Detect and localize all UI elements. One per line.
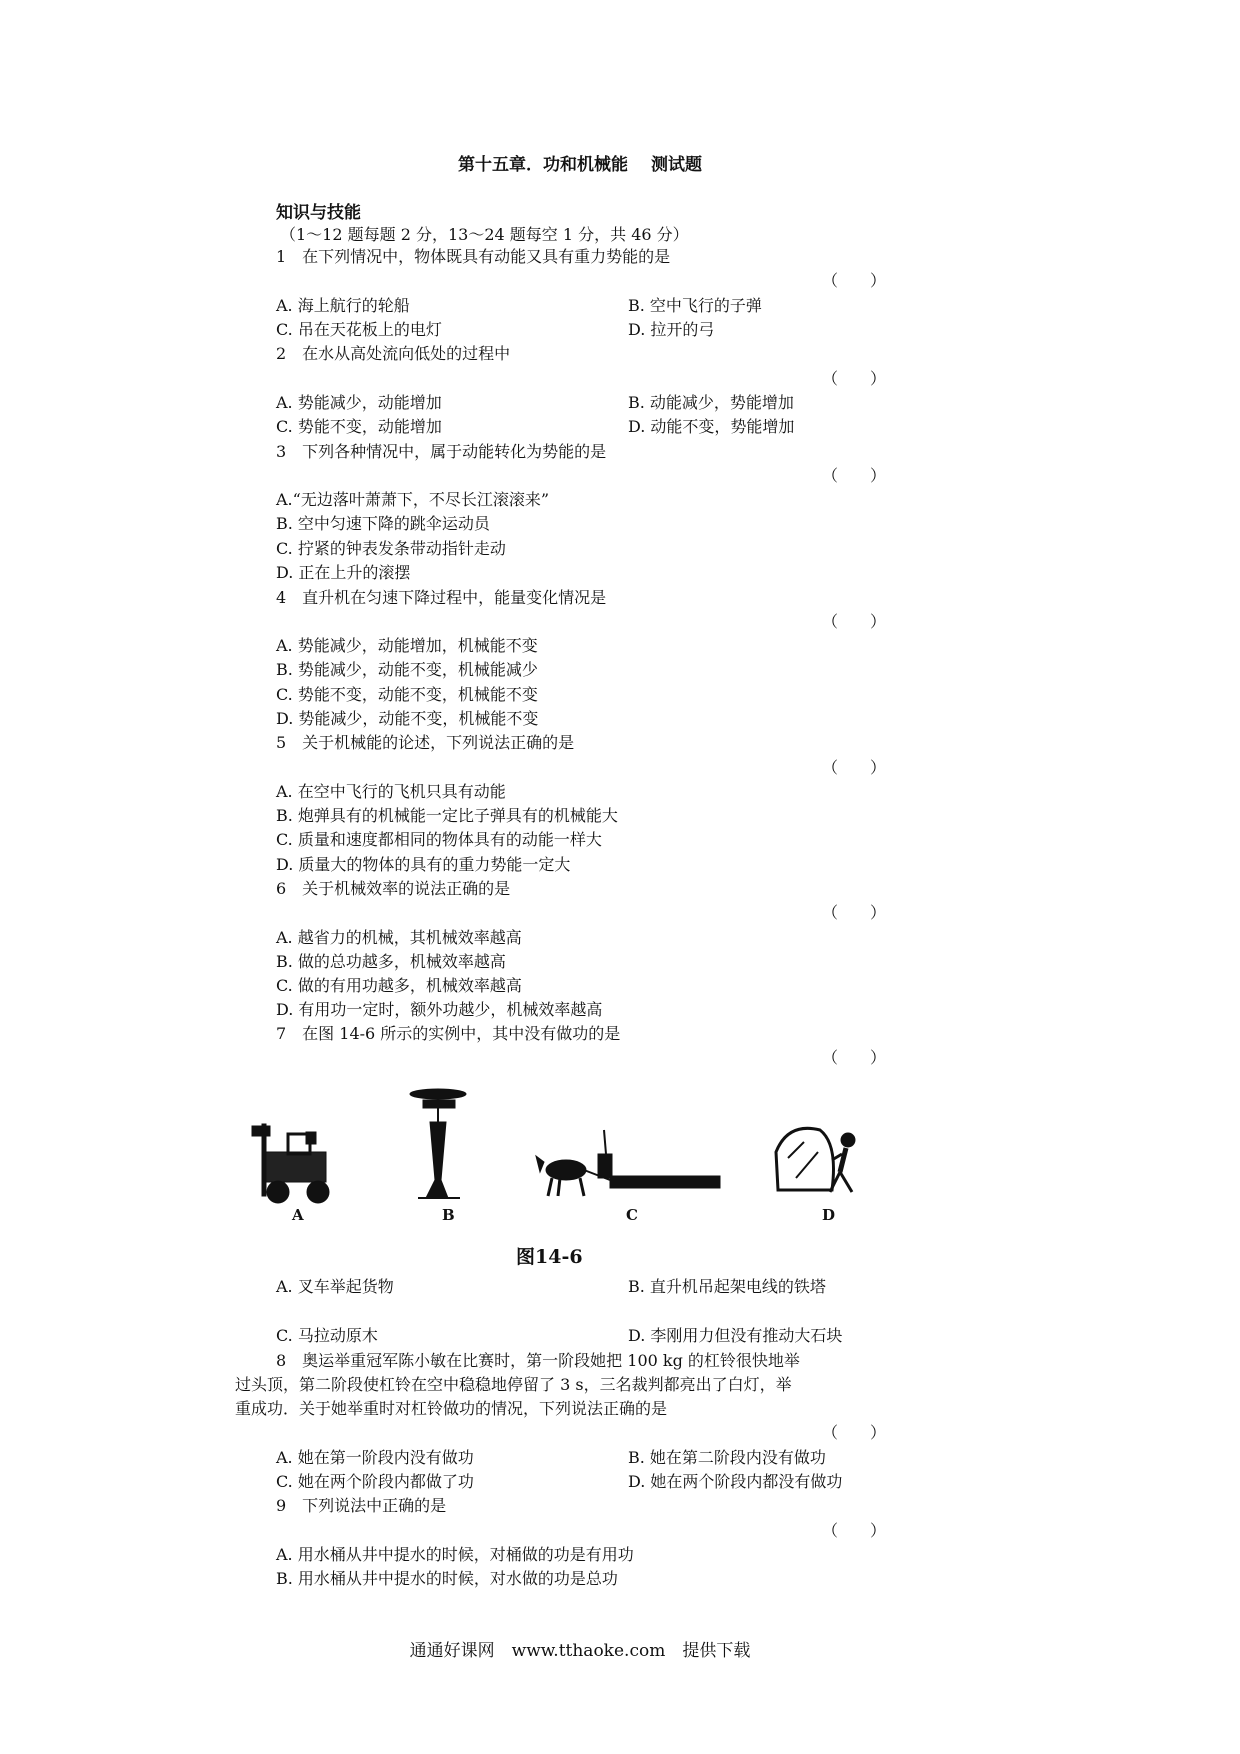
question-6: 6 关于机械效率的说法正确的是 — [276, 879, 511, 898]
horse-log-icon — [536, 1130, 720, 1196]
answer-bracket-5: （ ） — [822, 758, 887, 777]
answer-bracket-1: （ ） — [822, 271, 887, 290]
figure-caption: 图14-6 — [516, 1246, 583, 1268]
answer-bracket-7: （ ） — [822, 1048, 887, 1067]
q5-option-c: C. 质量和速度都相同的物体具有的动能一样大 — [276, 830, 602, 849]
q7-option-d: D. 李刚用力但没有推动大石块 — [628, 1326, 843, 1345]
forklift-icon — [252, 1124, 329, 1203]
figure-label-d: D — [822, 1206, 836, 1224]
page-title: 第十五章．功和机械能 测试题 — [458, 155, 702, 175]
question-3: 3 下列各种情况中，属于动能转化为势能的是 — [276, 442, 607, 461]
question-1: 1 在下列情况中，物体既具有动能又具有重力势能的是 — [276, 247, 671, 266]
figure-label-a: A — [292, 1206, 304, 1224]
q1-option-d: D. 拉开的弓 — [628, 320, 715, 339]
question-2: 2 在水从高处流向低处的过程中 — [276, 344, 511, 363]
q4-option-d: D. 势能减少，动能不变，机械能不变 — [276, 709, 539, 728]
figure-illustration — [248, 1082, 878, 1240]
footer-source: 通通好课网 www.tthaoke.com 提供下载 — [409, 1641, 751, 1661]
q6-option-a: A. 越省力的机械，其机械效率越高 — [276, 928, 522, 947]
answer-bracket-8: （ ） — [822, 1423, 887, 1442]
q3-option-d: D. 正在上升的滚摆 — [276, 563, 411, 582]
q6-option-d: D. 有用功一定时，额外功越少，机械效率越高 — [276, 1000, 603, 1019]
figure-label-c: C — [626, 1206, 638, 1224]
helicopter-tower-icon — [410, 1089, 466, 1198]
q3-option-c: C. 拧紧的钟表发条带动指针走动 — [276, 539, 506, 558]
q7-option-a: A. 叉车举起货物 — [276, 1277, 394, 1296]
q2-option-c: C. 势能不变，动能增加 — [276, 417, 442, 436]
q4-option-c: C. 势能不变，动能不变，机械能不变 — [276, 685, 538, 704]
question-7: 7 在图 14-6 所示的实例中，其中没有做功的是 — [276, 1024, 621, 1043]
q8-option-d: D. 她在两个阶段内都没有做功 — [628, 1472, 843, 1491]
q8-option-b: B. 她在第二阶段内没有做功 — [628, 1448, 826, 1467]
answer-bracket-6: （ ） — [822, 903, 887, 922]
q5-option-a: A. 在空中飞行的飞机只具有动能 — [276, 782, 506, 801]
scoring-note: （1～12 题每题 2 分，13～24 题每空 1 分，共 46 分） — [280, 225, 689, 244]
section-title: 知识与技能 — [276, 203, 361, 223]
q5-option-d: D. 质量大的物体的具有的重力势能一定大 — [276, 855, 571, 874]
q2-option-a: A. 势能减少，动能增加 — [276, 393, 442, 412]
q1-option-a: A. 海上航行的轮船 — [276, 296, 410, 315]
q1-option-c: C. 吊在天花板上的电灯 — [276, 320, 442, 339]
question-4: 4 直升机在匀速下降过程中，能量变化情况是 — [276, 588, 607, 607]
q6-option-c: C. 做的有用功越多，机械效率越高 — [276, 976, 522, 995]
q8-option-a: A. 她在第一阶段内没有做功 — [276, 1448, 474, 1467]
q9-option-b: B. 用水桶从井中提水的时候，对水做的功是总功 — [276, 1569, 618, 1588]
figure-label-b: B — [442, 1206, 455, 1224]
q3-option-b: B. 空中匀速下降的跳伞运动员 — [276, 514, 490, 533]
q4-option-b: B. 势能减少，动能不变，机械能减少 — [276, 660, 538, 679]
question-8-line-1: 8 奥运举重冠军陈小敏在比赛时，第一阶段她把 100 kg 的杠铃很快地举 — [276, 1351, 800, 1370]
q4-option-a: A. 势能减少，动能增加，机械能不变 — [276, 636, 538, 655]
question-8-line-2: 过头顶，第二阶段使杠铃在空中稳稳地停留了 3 s，三名裁判都亮出了白灯，举 — [235, 1375, 792, 1394]
question-8-line-3: 重成功．关于她举重时对杠铃做功的情况，下列说法正确的是 — [235, 1399, 668, 1418]
q1-option-b: B. 空中飞行的子弹 — [628, 296, 762, 315]
answer-bracket-4: （ ） — [822, 612, 887, 631]
q3-option-a: A.“无边落叶萧萧下，不尽长江滚滚来” — [276, 490, 550, 509]
q7-option-b: B. 直升机吊起架电线的铁塔 — [628, 1277, 826, 1296]
figure-14-6 — [248, 1082, 878, 1240]
q8-option-c: C. 她在两个阶段内都做了功 — [276, 1472, 474, 1491]
q2-option-b: B. 动能减少，势能增加 — [628, 393, 794, 412]
q9-option-a: A. 用水桶从井中提水的时候，对桶做的功是有用功 — [276, 1545, 634, 1564]
question-9: 9 下列说法中正确的是 — [276, 1496, 447, 1515]
q5-option-b: B. 炮弹具有的机械能一定比子弹具有的机械能大 — [276, 806, 618, 825]
boulder-push-icon — [776, 1128, 855, 1192]
q7-option-c: C. 马拉动原木 — [276, 1326, 378, 1345]
question-5: 5 关于机械能的论述，下列说法正确的是 — [276, 733, 575, 752]
answer-bracket-9: （ ） — [822, 1521, 887, 1540]
answer-bracket-2: （ ） — [822, 369, 887, 388]
answer-bracket-3: （ ） — [822, 466, 887, 485]
q2-option-d: D. 动能不变，势能增加 — [628, 417, 795, 436]
q6-option-b: B. 做的总功越多，机械效率越高 — [276, 952, 506, 971]
